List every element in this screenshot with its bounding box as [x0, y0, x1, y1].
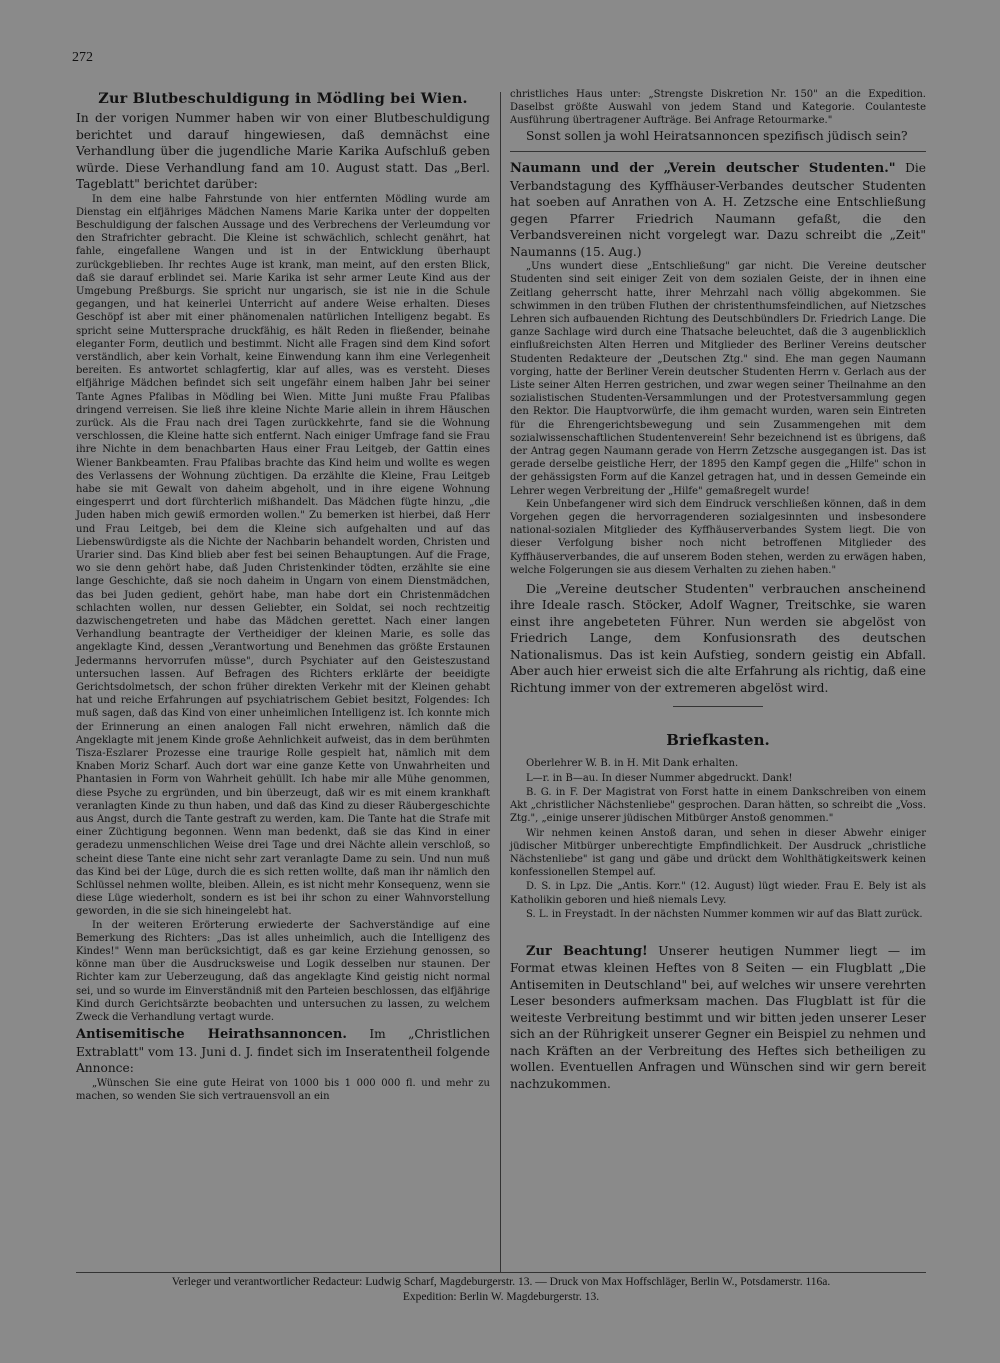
- article-naumann: [510, 160, 926, 260]
- imprint-footer: [76, 1275, 926, 1305]
- article-quote-blutbeschuldigung-cont: In der weiteren Erörterung erwiederte der Sachverständige auf eine Bemerkung des Richters: „Das ist alles unheimlich, auch die Intelligenz des Kindes!" Wenn man berücksichtigt, daß es gar keine Erziehung genossen, so könne man über die Ausdrucksweise und Logik desselben nur staunen. Der Richter kam zur Ueberzeugung, daß das angeklagte Kind geistig nicht normal sei, und so wurde im Einverständniß mit den Parteien beschlossen, das elfjährige Kind durch Gerichtsärzte beobachten und untersuchen zu lassen, zu welchem Zweck die Verhandlung vertagt wurde.: [76, 919, 490, 1024]
- article-quote-heiratsannoncen: „Wünschen Sie eine gute Heirat von 1000 bis 1 000 000 fl. und mehr zu machen, so wenden Sie sich vertrauensvoll an ein: [76, 1077, 490, 1102]
- article-quote-naumann-cont: Kein Unbefangener wird sich dem Eindruck verschließen können, daß in dem Vorgehen gegen die hervorragenderen sozialgesinnten und insbesondere national-sozialen Mitglieder des Kyffhäuserverbandes System liegt. Die von dieser Verfolgung bisher noch nicht betroffenen Mitglieder des Kyffhäuserverbandes, die auf unserem Boden stehen, werden zu erwägen haben, welche Folgerungen sie aus diesem Verhalten zu ziehen haben.": [510, 498, 926, 576]
- section-separator: [673, 706, 763, 707]
- notice-text: Unserer heutigen Nummer liegt — im Format etwas kleinen Heftes von 8 Seiten — ein Flugblatt „Die Antisemiten in Deutschland" bei, auf welches wir unsere verehrten Leser besonders aufmerksam machen. Das Flugblatt ist für die weiteste Verbreitung bestimmt und wir bitten jeden unserer Leser sich an der Rührigkeit unserer Gegner ein Beispiel zu nehmen und nach Kräften an der Verbreitung des Heftes sich betheiligen zu wollen. Eventuellen Anfragen und Wünschen sind wir gern bereit nachzukommen.: [510, 943, 926, 1091]
- notice-heading: Zur Beachtung!: [526, 943, 648, 959]
- briefkasten-entry: D. S. in Lpz. Die „Antis. Korr." (12. August) lügt wieder. Frau E. Bely ist als Katholikin geboren und hieß niemals Levy.: [510, 881, 926, 906]
- column-divider: [500, 92, 501, 1272]
- notice-beachtung: [510, 943, 926, 1093]
- article-intro-heiratsannoncen: Im „Christlichen Extrablatt" vom 13. Juni d. J. findet sich im Inseratentheil folgende Annonce:: [76, 1027, 490, 1076]
- article-closing-naumann: Die „Vereine deutscher Studenten" verbrauchen anscheinend ihre Ideale rasch. Stöcker, Adolf Wagner, Treitschke, sie waren einst ihre angebeteten Führer. Nun werden sie abgelöst von Friedrich Lange, dem Konfusionsrath des deutschen Nationalismus. Das ist kein Aufstieg, sondern geistig ein Abfall. Aber auch hier erweist sich die alte Erfahrung als richtig, daß eine Richtung immer von der extremeren abgelöst wird.: [510, 581, 926, 695]
- briefkasten-section: [510, 731, 926, 920]
- briefkasten-entry: S. L. in Freystadt. In der nächsten Nummer kommen wir auf das Blatt zurück.: [526, 908, 923, 920]
- briefkasten-title: Briefkasten.: [666, 731, 770, 750]
- briefkasten-entry: L—r. in B—au. In dieser Nummer abgedruckt. Dank!: [526, 772, 793, 784]
- briefkasten-entry: B. G. in F. Der Magistrat von Forst hatte in einem Dankschreiben von einem Akt „christlicher Nächstenliebe" gesprochen. Daran hätten, so schreibt die „Voss. Ztg.", „einige unserer jüdischen Mitbürger Anstoß genommen.": [510, 786, 926, 825]
- article-closing-heiratsannoncen: Sonst sollen ja wohl Heiratsannoncen spezifisch jüdisch sein?: [526, 128, 908, 143]
- article-heiratsannoncen: [76, 1026, 490, 1077]
- article-intro-naumann: Die Verbandstagung des Kyffhäuser-Verbandes deutscher Studenten hat soeben auf Anrathen von A. H. Zetzsche eine Entschließung gegen Pfarrer Friedrich Naumann gefaßt, die den Verbandsvereinen nicht vorgelegt war. Dazu schreibt die „Zeit" Naumanns (15. Aug.): [510, 161, 926, 259]
- article-title-naumann: Naumann und der „Verein deutscher Studenten.": [510, 161, 896, 177]
- briefkasten-entry: Oberlehrer W. B. in H. Mit Dank erhalten.: [526, 758, 739, 770]
- page-number: 272: [72, 50, 93, 65]
- article-title-heiratsannoncen: Antisemitische Heirathsannoncen.: [76, 1027, 347, 1043]
- right-column: [510, 88, 926, 1092]
- article-separator: [510, 151, 926, 152]
- article-quote-blutbeschuldigung: In dem eine halbe Fahrstunde von hier entfernten Mödling wurde am Dienstag ein elfjähriges Mädchen Namens Marie Karika unter der doppelten Beschuldigung der falschen Aussage und des Verbrechens der Verleumdung vor den Strafrichter gebracht. Die Kleine ist schwächlich, schlecht genährt, hat fahle, eingefallene Wangen und ist in der Entwicklung überhaupt zurückgeblieben. Ihr rechtes Auge ist krank, man meint, auf den ersten Blick, daß sie darauf erblindet sei. Marie Karika ist sehr armer Leute Kind aus der Umgebung Preßburgs. Sie spricht nur ungarisch, sie ist nie in die Schule gegangen, und hat keinerlei Unterricht auf andere Weise erhalten. Dieses Geschöpf ist aber mit einer phänomenalen natürlichen Intelligenz begabt. Es spricht seine Muttersprache druckfähig, es hält Reden in fließender, beinahe eleganter Form, deutlich und bestimmt. Nicht alle Fragen sind dem Kind sofort verständlich, aber kein Vorhalt, keine Einwendung kann ihm eine Verlegenheit bereiten. Es antwortet schlagfertig, klar auf alles, was es versteht. Dieses elfjährige Mädchen befindet sich seit ungefähr einem halben Jahr bei seiner Tante Agnes Pfalibas in Mödling bei Wien. Mitte Juni mußte Frau Pfalibas dringend verreisen. Sie ließ ihre kleine Nichte Marie allein in ihrem Häuschen zurück. Als die Frau nach drei Tagen zurückkehrte, fand sie die Wohnung verschlossen, die Kleine hatte sich entfernt. Nach einiger Umfrage fand sie Frau ihre Nichte in dem benachbarten Haus einer Frau Leitgeb, der Gattin eines Wiener Bankbeamten. Frau Pfalibas brachte das Kind heim und wollte es wegen des Verlassens der Wohnung züchtigen. Da erzählte die Kleine, Frau Leitgeb habe sie mit Gewalt von daheim abgeholt, und in ihre eigene Wohnung eingesperrt und dort fürchterlich mißhandelt. Das Mädchen fügte hinzu, „die Juden haben mich gewiß ermorden wollen." Zu bemerken ist hierbei, daß Herr und Frau Leitgeb, bei dem die Kleine sich aufgehalten und auf das Liebenswürdigste als die Nichte der Nachbarin behandelt worden, Christen und Urarier sind. Das Kind blieb aber fest bei seinen Behauptungen. Auf die Frage, wo sie denn gehört habe, daß Juden Christenkinder tödten, erzählte sie eine lange Geschichte, daß sie noch daheim in Ungarn von einem Dienstmädchen, das bei Juden gedient, gehört habe, man habe dort ein Christenmädchen schlachten wollen, nur dessen Geliebter, ein Soldat, sei noch rechtzeitig dazwischengetreten und habe das Mädchen gerettet. Nach einer langen Verhandlung beantragte der Vertheidiger der kleinen Marie, es solle das angeklagte Kind, dessen „Verantwortung und Benehmen das größte Erstaunen Jedermanns hervorrufen müsse", durch Psychiater auf den Geisteszustand untersuchen lassen. Auf Befragen des Richters erklärte der beeidigte Gerichtsdolmetsch, der schon früher direkten Verkehr mit der Kleinen gehabt hat und reiche Erfahrungen auf psychiatrischem Gebiet besitzt, Folgendes: Ich muß sagen, daß das Kind von einer unheimlichen Intelligenz ist. Ich konnte mich der Erinnerung an einen analogen Fall nicht erwehren, nämlich daß die Angeklagte mit jenem Kinde große Aehnlichkeit aufweist, das in dem berühmten Tisza-Eszlarer Prozesse eine traurige Rolle gespielt hat, nämlich mit dem Knaben Moriz Scharf. Auch dort war eine ganze Kette von Unwahrheiten und Phantasien in Form von Wahrheit gehüllt. Ich habe mir alle Mühe genommen, diese Psyche zu ergründen, und bin überzeugt, daß wir es mit einem krankhaft veranlagten Kinde zu thun haben, und daß das Kind zu dieser Räubergeschichte aus Angst, durch die Tante gestraft zu werden, kam. Die Tante hat die Strafe mit einer Züchtigung begonnen. Wenn man bedenkt, daß sie das Kind in einer geradezu unmenschlichen Weise drei Tage und drei Nächte allein verschloß, so scheint diese Tante eine nicht sehr zart veranlagte Dame zu sein. Und nun muß das Kind bei der Lüge, durch die es sich retten wollte, daß man ihr nämlich den Schlüssel nehmen wollte, bleiben. Allein, es ist nicht mehr Konsequenz, wenn sie diese Lüge wiederholt, sondern es ist bei ihr schon zu einer Wahnvorstellung geworden, in die sie sich hineingelebt hat.: [76, 193, 490, 918]
- article-title-blutbeschuldigung: Zur Blutbeschuldigung in Mödling bei Wien.: [98, 90, 468, 107]
- article-quote-naumann: „Uns wundert diese „Entschließung" gar nicht. Die Vereine deutscher Studenten sind seit einiger Zeit von dem sozialen Geiste, der in ihnen eine Zeitlang geherrscht hatte, ihrer Mehrzahl nach völlig abgekommen. Sie schwimmen in den trüben Fluthen der christenthumsfeindlichen, auf Nietzsches Lehren sich aufbauenden Richtung des Deutschbündlers Dr. Friedrich Lange. Die ganze Sachlage wird durch eine Thatsache beleuchtet, daß die 3 augenblicklich einflußreichsten Alten Herren und Mitglieder des Berliner Vereins deutscher Studenten Redakteure der „Deutschen Ztg." sind. Ehe man gegen Naumann vorging, hatte der Berliner Verein deutscher Studenten Herrn v. Gerlach aus der Liste seiner Alten Herren gestrichen, und zwar wegen seiner Theilnahme an den sozialistischen Studenten-Versammlungen und der Protestversammlung gegen den Rektor. Die Hauptvorwürfe, die ihm gemacht wurden, waren sein Eintreten für die Ehrengerichtsbewegung und sein Zusammengehen mit dem sozialwissenschaftlichen Studentenverein! Sehr bezeichnend ist es übrigens, daß der Antrag gegen Naumann gerade von Herrn Zetzsche ausgegangen ist. Das ist gerade derselbe geistliche Herr, der 1895 den Kampf gegen die „Hilfe" schon in der gehässigsten Form auf die Kanzel getragen hat, und in dessen Gemeinde ein Lehrer wegen Verbreitung der „Hilfe" gemaßregelt wurde!: [510, 261, 926, 497]
- briefkasten-entry: Wir nehmen keinen Anstoß daran, und sehen in dieser Abwehr einiger jüdischer Mitbürger unberechtigte Empfindlichkeit. Der Ausdruck „christliche Nächstenliebe" ist gang und gäbe und drückt dem Wohlthätigkeitswerk keinen konfessionellen Stempel auf.: [510, 827, 926, 879]
- expedition-line: Expedition: Berlin W. Magdeburgerstr. 13.: [402, 1291, 600, 1303]
- article-quote-heiratsannoncen-cont: christliches Haus unter: „Strengste Diskretion Nr. 150" an die Expedition. Daselbst größte Auswahl von jedem Stand und Kategorie. Coulanteste Ausführung übertragener Aufträge. Bei Anfrage Retourmarke.": [510, 89, 926, 127]
- article-intro-blutbeschuldigung: In der vorigen Nummer haben wir von einer Blutbeschuldigung berichtet und darauf hingewiesen, daß demnächst eine Verhandlung über die jugendliche Marie Karika Aufschluß geben würde. Diese Verhandlung fand am 10. August statt. Das „Berl. Tageblatt" berichtet darüber:: [76, 111, 490, 191]
- left-column: [76, 88, 490, 1103]
- footer-rule: [76, 1272, 926, 1273]
- imprint-line: Verleger und verantwortlicher Redacteur: Ludwig Scharf, Magdeburgerstr. 13. — Druck von Max Hoffschläger, Berlin W., Potsdamerstr. 116a.: [171, 1276, 831, 1288]
